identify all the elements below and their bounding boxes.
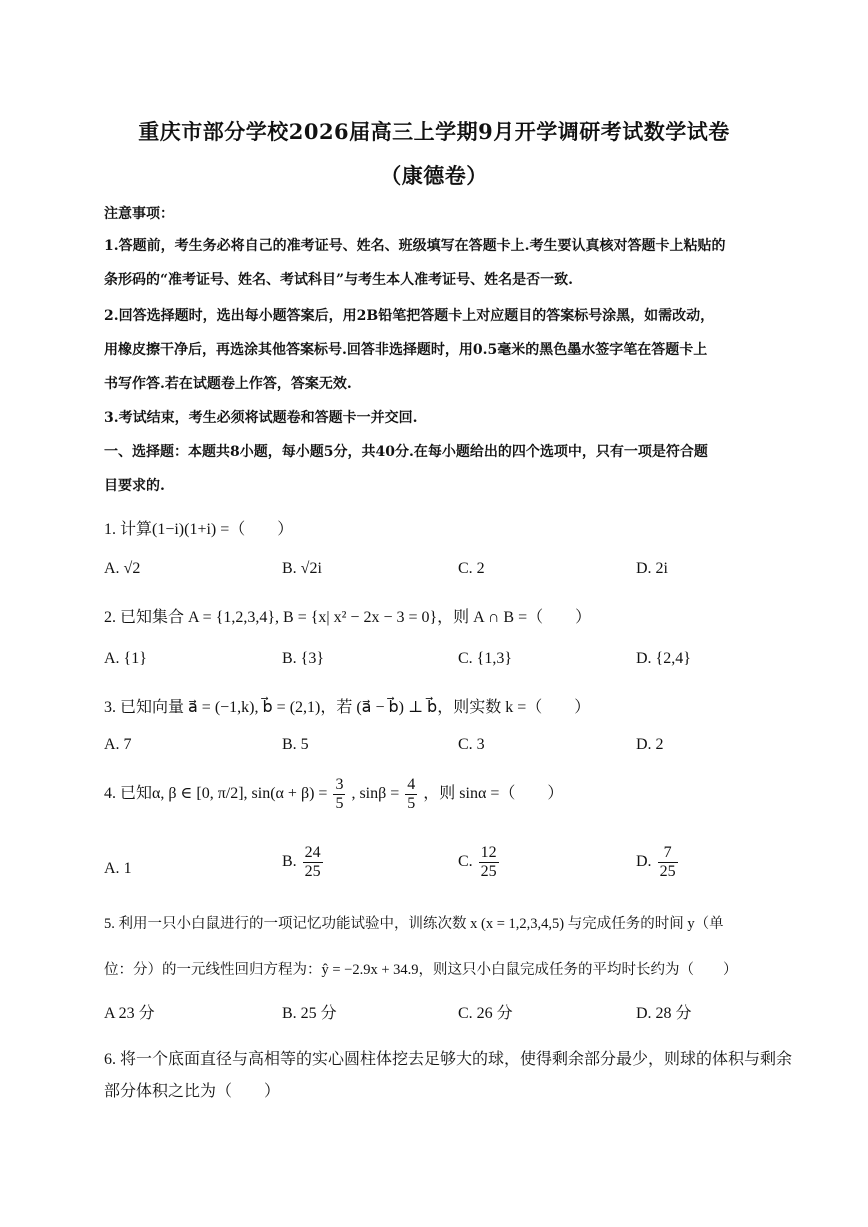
- fraction-numerator: 3: [335, 776, 344, 793]
- question-1-option-a[interactable]: A. √2: [104, 560, 141, 577]
- question-5-stem-cont: 位：分）的一元线性回归方程为：ŷ = −2.9x + 34.9，则这只小白鼠完成任务的平均时长约为（ ）: [104, 962, 738, 978]
- notice-item-2: 2.回答选择题时，选出每小题答案后，用2B铅笔把答题卡上对应题目的答案标号涂黑，如需改动，: [104, 308, 715, 324]
- option-label: A.: [104, 860, 120, 877]
- question-1-stem: 1. 计算(1−i)(1+i) =（ ）: [104, 521, 294, 538]
- fraction-denominator: 25: [304, 863, 321, 880]
- section-heading-cont: 目要求的.: [104, 478, 165, 494]
- question-5-stem: 5. 利用一只小白鼠进行的一项记忆功能试验中，训练次数 x (x = 1,2,3,4,5) 与完成任务的时间 y（单: [104, 916, 724, 932]
- question-4-fraction-1: [333, 776, 345, 813]
- question-4-fraction-2: [405, 776, 417, 813]
- question-1-option-d[interactable]: D. 2i: [636, 560, 668, 577]
- question-1-option-c[interactable]: C. 2: [458, 560, 485, 577]
- question-3-option-d[interactable]: D. 2: [636, 736, 664, 753]
- notice-item-1-cont: 条形码的“准考证号、姓名、考试科目”与考生本人准考证号、姓名是否一致.: [104, 272, 573, 288]
- question-3-option-b[interactable]: B. 5: [282, 736, 309, 753]
- question-2-stem: 2. 已知集合 A = {1,2,3,4}, B = {x| x² − 2x − 3 = 0}，则 A ∩ B =（ ）: [104, 609, 592, 626]
- question-4-option-a[interactable]: [104, 860, 132, 878]
- fraction-denominator: 25: [659, 863, 676, 880]
- question-4-stem-prefix: 4. 已知α, β ∈ [0, π/2], sin(α + β) =: [104, 785, 328, 803]
- question-1-option-b[interactable]: B. √2i: [282, 560, 322, 577]
- question-6-stem: 6. 将一个底面直径与高相等的实心圆柱体挖去足够大的球，使得剩余部分最少，则球的体积与剩余: [104, 1051, 793, 1068]
- option-label: D.: [636, 853, 652, 871]
- option-label: C.: [458, 853, 473, 871]
- fraction-numerator: 24: [304, 844, 321, 861]
- question-4-option-c[interactable]: [458, 844, 501, 881]
- question-2-option-d[interactable]: D. {2,4}: [636, 650, 691, 667]
- question-4-stem-suffix: ，则 sinα =（ ）: [423, 785, 564, 803]
- option-label: B.: [282, 853, 297, 871]
- question-2-option-c[interactable]: C. {1,3}: [458, 650, 513, 667]
- section-heading: 一、选择题：本题共8小题，每小题5分，共40分.在每小题给出的四个选项中，只有一项是符合题: [104, 444, 708, 460]
- notice-item-1: 1.答题前，考生务必将自己的准考证号、姓名、班级填写在答题卡上.考生要认真核对答题卡上粘贴的: [104, 238, 726, 254]
- question-5-option-a[interactable]: A 23 分: [104, 1005, 155, 1022]
- fraction-numerator: 7: [658, 844, 678, 863]
- question-2-option-b[interactable]: B. {3}: [282, 650, 325, 667]
- question-4-stem-mid: , sinβ =: [351, 785, 400, 803]
- question-4-stem: [104, 776, 563, 813]
- notice-heading: 注意事项：: [104, 206, 174, 222]
- fraction-numerator: 4: [407, 776, 416, 793]
- question-6-stem-cont: 部分体积之比为（ ）: [104, 1083, 281, 1100]
- exam-title: 重庆市部分学校2026届高三上学期9月开学调研考试数学试卷: [138, 119, 730, 144]
- notice-item-2-cont2: 书写作答.若在试题卷上作答，答案无效.: [104, 376, 352, 392]
- question-2-option-a[interactable]: A. {1}: [104, 650, 147, 667]
- question-3-option-a[interactable]: A. 7: [104, 736, 132, 753]
- option-fraction: [303, 844, 323, 881]
- notice-item-3: 3.考试结束，考生必须将试题卷和答题卡一并交回.: [104, 410, 418, 426]
- fraction-denominator: 5: [335, 795, 344, 812]
- question-3-option-c[interactable]: C. 3: [458, 736, 485, 753]
- question-5-option-d[interactable]: D. 28 分: [636, 1005, 692, 1022]
- question-3-stem: 3. 已知向量 a⃗ = (−1,k), b⃗ = (2,1)，若 (a⃗ − b⃗) ⊥ b⃗，则实数 k =（ ）: [104, 699, 591, 716]
- notice-item-2-cont: 用橡皮擦干净后，再选涂其他答案标号.回答非选择题时，用0.5毫米的黑色墨水签字笔在答题卡上: [104, 342, 708, 358]
- option-fraction: [479, 844, 499, 881]
- question-5-option-c[interactable]: C. 26 分: [458, 1005, 513, 1022]
- option-fraction: [658, 844, 678, 881]
- question-4-option-d[interactable]: [636, 844, 680, 881]
- fraction-denominator: 25: [480, 863, 497, 880]
- option-value: 1: [123, 860, 132, 877]
- exam-subtitle: （康德卷）: [380, 163, 488, 188]
- fraction-denominator: 5: [407, 795, 416, 812]
- fraction-numerator: 12: [480, 844, 497, 861]
- question-5-option-b[interactable]: B. 25 分: [282, 1005, 337, 1022]
- question-4-option-b[interactable]: [282, 844, 325, 881]
